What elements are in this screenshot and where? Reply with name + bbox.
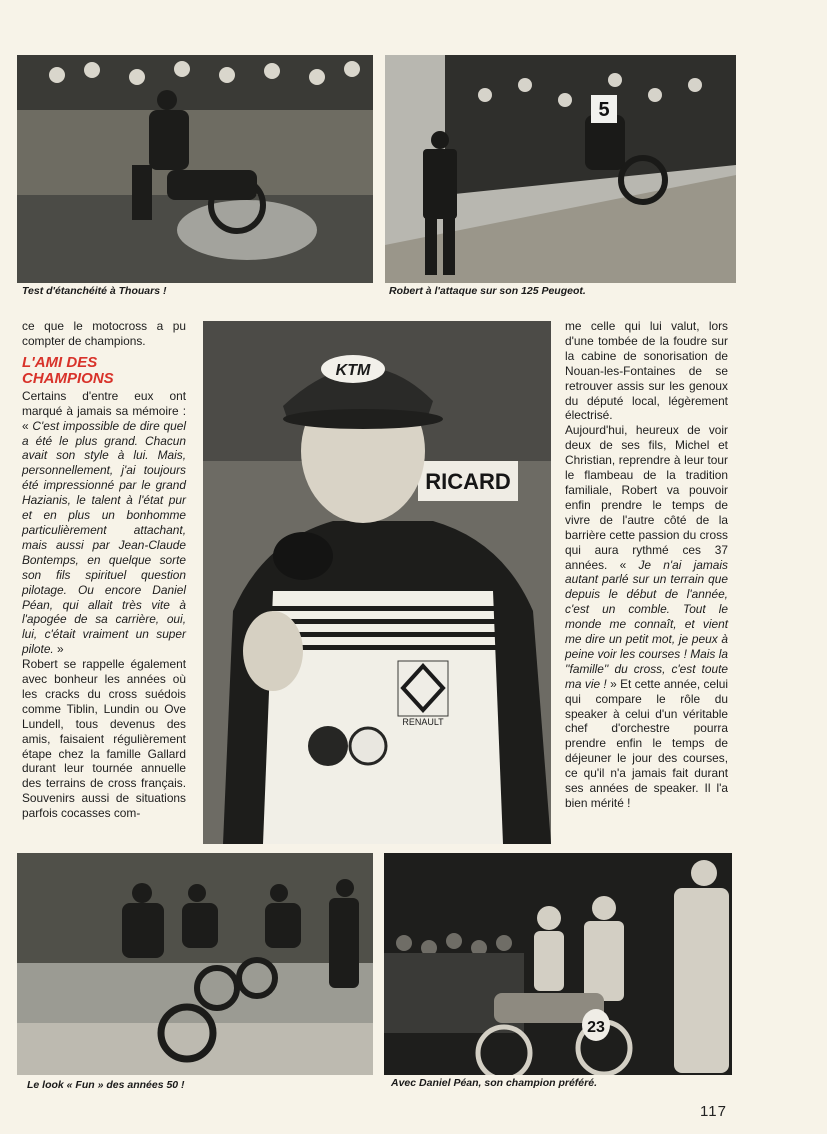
photo-water-crossing (17, 55, 373, 283)
page-number: 117 (700, 1103, 727, 1120)
caption-photo-5: Avec Daniel Péan, son champion préféré. (391, 1077, 597, 1089)
quote-family: Je n'ai jamais autant parlé sur un terrain que depuis le début de l'année, c'est un comble. Tout le monde me connaît, et vient me dire un petit mot, je peux à peine voir les courses ! Mais la ''famille'' du cross, c'est toute ma vie ! (565, 557, 728, 691)
photo-robert-peugeot (385, 55, 736, 283)
bib-number: 5 (598, 99, 610, 121)
heading-line-2: CHAMPIONS (22, 369, 114, 387)
paragraph-memories (22, 389, 186, 657)
heading-line-1: L'AMI DES (22, 353, 98, 371)
left-text-column (22, 319, 186, 821)
banner-ricard: RICARD (425, 469, 511, 494)
paragraph-swedish-riders: Robert se rappelle également avec bonheur les années où les cracks du cross suédois comme Tiblin, Lundin ou Ove Lundell, tous devenus des amis, faisaient régulièrement étape chez la famille Gallard durant leur tournée annuelle des terrains de cross français. Souvenirs aussi de situations parfois cocasses com- (22, 657, 186, 821)
quote-champions: C'est impossible de dire quel a été le plus grand. Chacun avait son style à lui. Mais, personnellement, j'ai toujours été impressionné par le grand Hazianis, le talent à l'état pur et en plus un bonhomme particulièrement attachant, mais aussi par Jean-Claude Bontemps, en quelque sorte son fils spirituel question pilotage. Ou encore Daniel Péan, qui allait très vite à l'apogée de sa carrière, oui, lui, c'était vraiment un super pilote. (22, 418, 186, 657)
jacket-logo: RENAULT (402, 717, 444, 727)
paragraph-today-lead: Aujourd'hui, heureux de voir deux de ses fils, Michel et Christian, reprendre à leur tour le flambeau de la tradition familiale, Robert va pouvoir enfin prendre le temps de vivre de l'autre côté de la barrière cette passion du cross qui aura rythmé ces 37 années. « (565, 423, 728, 572)
photo-speaker-portrait (203, 321, 551, 844)
photo-fifties-look (17, 853, 373, 1075)
quote-close: » (53, 642, 64, 657)
paragraph-lightning: me celle qui lui valut, lors d'une tombée de la foudre sur la cabine de sonorisation de Nouan-les-Fontaines de se retrouver assis sur les genoux du député local, légèrement électrisé. (565, 319, 728, 423)
right-text-column (565, 319, 728, 811)
caption-photo-2: Robert à l'attaque sur son 125 Peugeot. (389, 285, 586, 297)
photo-daniel-pean (384, 853, 732, 1075)
paragraph-lead: Certains d'entre eux ont marqué à jamais sa mémoire : « (22, 388, 186, 433)
bike-number: 23 (587, 1019, 605, 1036)
intro-text: ce que le motocross a pu compter de champions. (22, 319, 186, 348)
cap-logo: KTM (335, 362, 371, 379)
paragraph-today (565, 423, 728, 811)
caption-photo-1: Test d'étanchéité à Thouars ! (22, 285, 167, 297)
caption-photo-4: Le look « Fun » des années 50 ! (27, 1079, 185, 1091)
section-heading (22, 355, 186, 387)
paragraph-today-end: » Et cette année, celui qui compare le rôle du speaker à celui d'un véritable chef d'orchestre pourra prendre enfin le temps de déjeuner le jour des courses, ce qu'il n'a jamais fait durant ses années de speaker. Il l'a bien mérité ! (565, 676, 728, 810)
